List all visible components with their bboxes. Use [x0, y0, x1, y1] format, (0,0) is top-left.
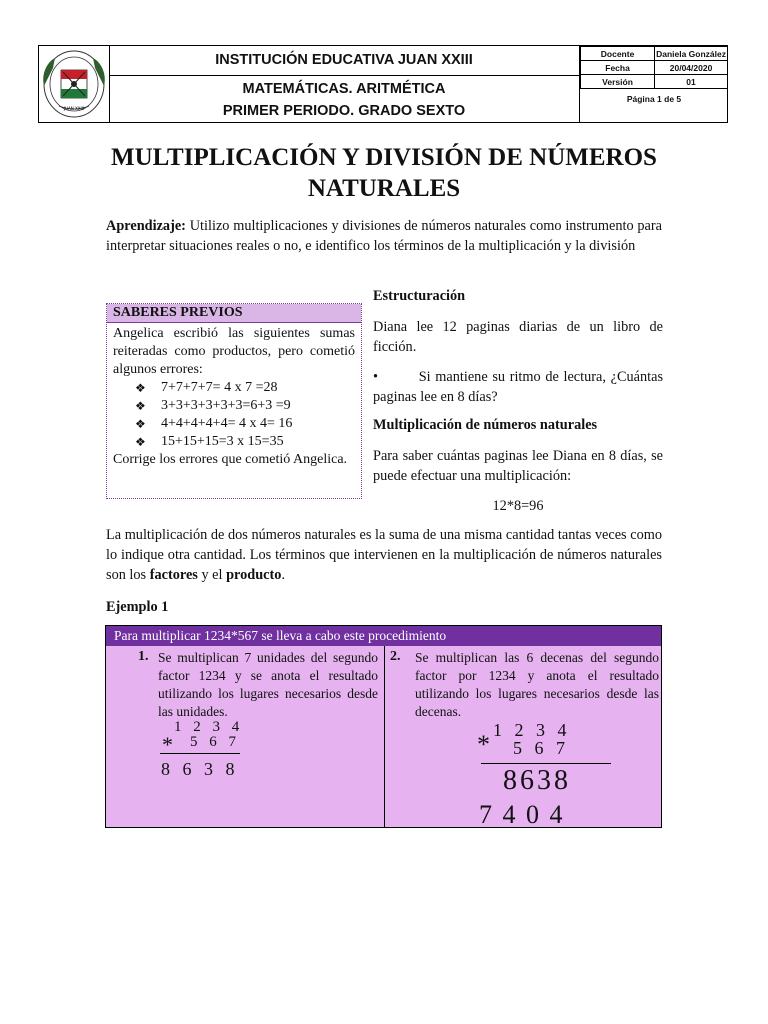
- meta-label: Docente: [581, 47, 655, 61]
- period-grade: PRIMER PERIODO. GRADO SEXTO: [222, 103, 466, 119]
- aprendizaje-text: Utilizo multiplicaciones y divisiones de números naturales como instrumento para interpretar situaciones reales o no, e identifico los términos de la multiplicación y la división: [106, 218, 663, 254]
- list-item: ❖ 15+15+15=3 x 15=35: [135, 434, 284, 449]
- diamond-bullet-icon: ❖: [135, 399, 146, 413]
- diamond-bullet-icon: ❖: [135, 381, 146, 395]
- list-item: ❖ 4+4+4+4+4= 4 x 4= 16: [135, 416, 293, 431]
- step-cell-2: [385, 646, 661, 827]
- multiply-sign: *: [162, 732, 173, 757]
- page-number: Página 1 de 5: [626, 94, 682, 104]
- multiplicacion-heading: Multiplicación de números naturales: [373, 417, 598, 433]
- formula: 12*8=96: [492, 498, 544, 514]
- logo-lettering: JUAN XXIII: [63, 106, 85, 111]
- meta-value: Daniela González: [656, 48, 726, 59]
- document-header: [38, 45, 728, 123]
- bullet-icon: •: [373, 369, 379, 385]
- partial-result: 7 4 0 4: [479, 800, 565, 829]
- meta-row-docente: [581, 47, 728, 61]
- partial-result: 8638: [503, 765, 571, 796]
- term-producto: producto: [226, 567, 282, 583]
- page-title: MULTIPLICACIÓN Y DIVISIÓN DE NÚMEROS NATURALES: [111, 144, 657, 202]
- ejemplo-table: [105, 625, 662, 828]
- sum-line: [160, 753, 240, 754]
- meta-value: 01: [655, 75, 728, 89]
- saberes-previos-box: [106, 303, 362, 499]
- meta-label: Fecha: [581, 61, 655, 75]
- ejemplo-heading: Ejemplo 1: [106, 599, 169, 615]
- multiply-sign: *: [477, 730, 490, 759]
- meta-row-fecha: [581, 61, 728, 75]
- estructuracion-question: • Si mantiene su ritmo de lectura, ¿Cuántas paginas lee en 8 días?: [373, 369, 664, 405]
- estructuracion-para2: Para saber cuántas paginas lee Diana en 8 días, se puede efectuar una multiplicación:: [373, 448, 663, 484]
- factor-top: 1 2 3 4: [493, 720, 571, 740]
- step-text: Se multiplican 7 unidades del segundo factor 1234 y se anota el resultado utilizando los lugares necesarios desde las unidades.: [158, 650, 378, 719]
- term-factores: factores: [149, 567, 198, 583]
- step-cell-1: [106, 646, 385, 827]
- subject-name: MATEMÁTICAS. ARITMÉTICA: [242, 81, 446, 97]
- factor-bottom: 5 6 7: [513, 738, 569, 758]
- ejemplo-table-header: Para multiplicar 1234*567 se lleva a cabo este procedimiento: [106, 626, 661, 646]
- diamond-bullet-icon: ❖: [135, 417, 146, 431]
- meta-label: Versión: [581, 75, 655, 89]
- aprendizaje-label: Aprendizaje:: [106, 218, 186, 234]
- step-number: 2.: [390, 649, 401, 664]
- saberes-list: [113, 379, 355, 451]
- document-meta-table: [580, 46, 728, 89]
- list-item: ❖ 7+7+7+7= 4 x 7 =28: [135, 380, 278, 395]
- factor-bottom: 5 6 7: [190, 734, 240, 750]
- partial-result: 8 6 3 8: [161, 759, 239, 779]
- estructuracion-para1: Diana lee 12 paginas diarias de un libro de ficción.: [373, 319, 663, 355]
- step-text: Se multiplican las 6 decenas del segundo factor por 1234 y anota el resultado utilizando los lugares necesarios desde las decenas.: [415, 650, 659, 719]
- definicion-paragraph: La multiplicación de dos números naturales es la suma de una misma cantidad tantas veces como lo indique otra cantidad. Los términos que intervienen en la multiplicación de números naturales son los factores y el producto.: [106, 527, 662, 583]
- list-item: ❖ 3+3+3+3+3+3=6+3 =9: [135, 398, 291, 413]
- institution-name: INSTITUCIÓN EDUCATIVA JUAN XXIII: [109, 46, 579, 76]
- saberes-intro: Angelica escribió las siguientes sumas reiteradas como productos, pero cometió algunos errores:: [113, 326, 355, 377]
- meta-value: 20/04/2020: [655, 61, 728, 75]
- aprendizaje-paragraph: [106, 216, 662, 256]
- meta-row-version: [581, 75, 728, 89]
- sum-line: [481, 763, 611, 764]
- saberes-title: SABERES PREVIOS: [107, 304, 361, 323]
- saberes-closing: Corrige los errores que cometió Angelica.: [113, 452, 348, 467]
- step-number: 1.: [138, 649, 149, 664]
- estructuracion-heading: Estructuración: [373, 288, 466, 304]
- diamond-bullet-icon: ❖: [135, 435, 146, 449]
- factor-top: 1 2 3 4: [174, 719, 244, 735]
- school-logo: [39, 46, 110, 122]
